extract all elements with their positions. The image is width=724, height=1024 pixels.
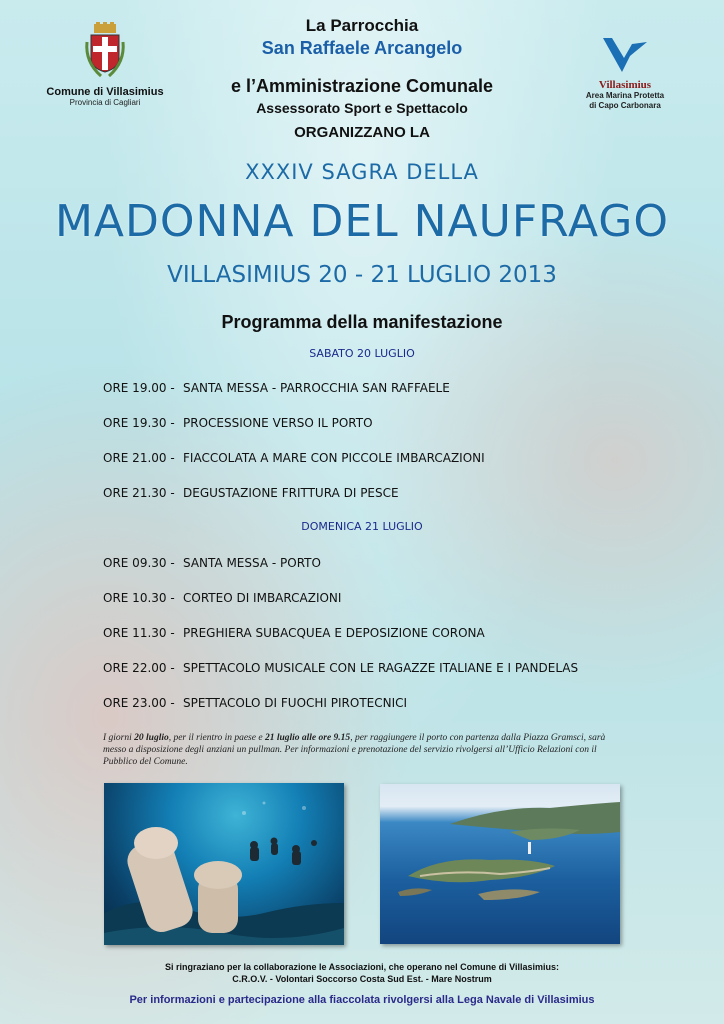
event-row (103, 451, 485, 465)
comune-province: Provincia di Cagliari (69, 98, 141, 107)
event-row (103, 381, 450, 395)
event-text: CORTEO DI IMBARCAZIONI (183, 591, 342, 605)
page-title: MADONNA DEL NAUFRAGO (54, 196, 670, 247)
event-time: ORE 19.00 - (103, 381, 175, 395)
header-saint: San Raffaele Arcangelo (261, 38, 463, 58)
event-text: SPETTACOLO DI FUOCHI PIROTECNICI (183, 696, 408, 710)
header-parrocchia: La Parrocchia (305, 16, 419, 35)
event-row (103, 556, 321, 570)
amp-line1: Area Marina Protetta (585, 91, 665, 100)
event-time: ORE 19.30 - (103, 416, 175, 430)
title-date: VILLASIMIUS 20 - 21 LUGLIO 2013 (167, 262, 557, 288)
island-aerial-photo (380, 784, 620, 944)
event-row (103, 626, 485, 640)
event-text: DEGUSTAZIONE FRITTURA DI PESCE (183, 486, 399, 500)
header-organizzano: ORGANIZZANO LA (294, 124, 430, 141)
info-line: Per informazioni e partecipazione alla fiaccolata rivolgersi alla Lega Navale di Villasimius (129, 994, 595, 1006)
event-row (103, 696, 407, 710)
event-time: ORE 10.30 - (103, 591, 175, 605)
day-heading: DOMENICA 21 LUGLIO (301, 520, 423, 533)
title-edition: XXXIV SAGRA DELLA (245, 160, 479, 184)
event-time: ORE 09.30 - (103, 556, 175, 570)
event-text: SANTA MESSA - PORTO (183, 556, 321, 570)
event-time: ORE 11.30 - (103, 626, 175, 640)
event-row (103, 661, 578, 675)
event-time: ORE 21.30 - (103, 486, 175, 500)
bus-note: I giorni 20 luglio, per il rientro in paese e 21 luglio alle ore 9.15, per raggiungere il porto con partenza dalla Piazza Gramsci, sarà messo a disposizione degli anziani un pullman. Per informazioni e prenotazione del servizio rivolgersi all’Ufficio Relazioni con il Pubblico del Comune. (103, 733, 606, 767)
event-row (103, 416, 373, 430)
event-time: ORE 21.00 - (103, 451, 175, 465)
event-time: ORE 23.00 - (103, 696, 175, 710)
amp-line2: di Capo Carbonara (589, 101, 661, 110)
comune-name: Comune di Villasimius (46, 86, 164, 98)
event-row (103, 486, 399, 500)
header-assessorato: Assessorato Sport e Spettacolo (256, 100, 468, 116)
thanks-line-2: C.R.O.V. - Volontari Soccorso Costa Sud Est. - Mare Nostrum (232, 974, 492, 984)
thanks-line-1: Si ringraziano per la collaborazione le Associazioni, che operano nel Comune di Villasimius: (164, 962, 560, 972)
event-time: ORE 22.00 - (103, 661, 175, 675)
event-text: PROCESSIONE VERSO IL PORTO (183, 416, 373, 430)
day-heading: SABATO 20 LUGLIO (309, 347, 415, 360)
event-text: SANTA MESSA - PARROCCHIA SAN RAFFAELE (183, 381, 450, 395)
header-amministrazione: e l’Amministrazione Comunale (230, 76, 494, 96)
event-row (103, 591, 341, 605)
event-text: PREGHIERA SUBACQUEA E DEPOSIZIONE CORONA (183, 626, 485, 640)
underwater-statue-photo (104, 783, 344, 945)
program-heading: Programma della manifestazione (221, 312, 503, 332)
amp-name: Villasimius (598, 79, 652, 91)
event-text: SPETTACOLO MUSICALE CON LE RAGAZZE ITALIANE E I PANDELAS (183, 661, 579, 675)
event-text: FIACCOLATA A MARE CON PICCOLE IMBARCAZIONI (183, 451, 485, 465)
